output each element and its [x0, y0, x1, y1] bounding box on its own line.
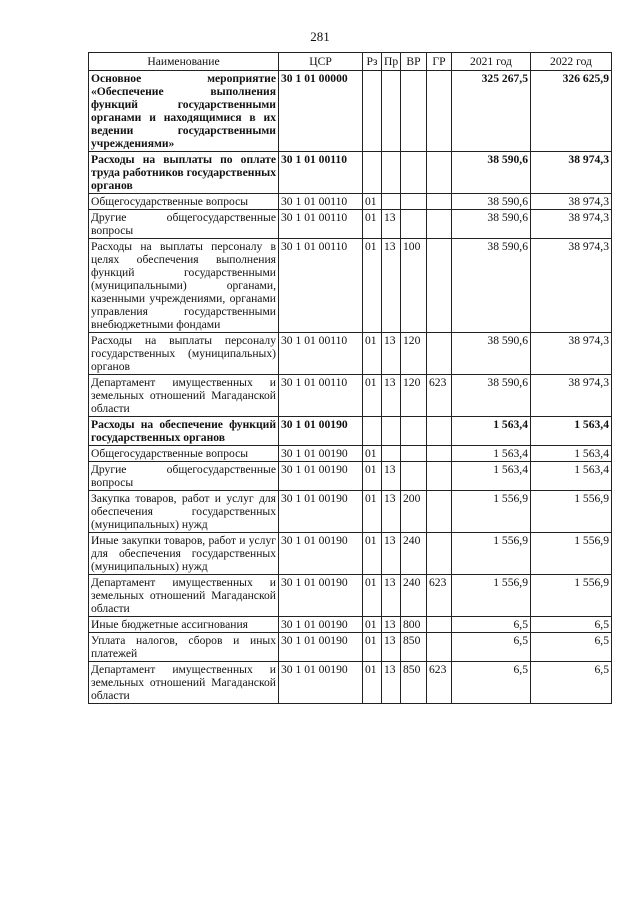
cell-rz: 01: [363, 210, 382, 239]
cell-vr: 120: [401, 375, 427, 417]
table-row: [89, 71, 612, 152]
cell-y2021: 1 563,4: [452, 446, 531, 462]
cell-rz: 01: [363, 462, 382, 491]
cell-y2022: 1 556,9: [531, 533, 612, 575]
cell-csr: 30 1 01 00110: [279, 375, 363, 417]
cell-y2021: 6,5: [452, 617, 531, 633]
cell-vr: 850: [401, 662, 427, 704]
cell-name: Департамент имущественных и земельных отношений Магаданской области: [89, 575, 279, 617]
cell-name: Расходы на обеспечение функций государственных органов: [89, 417, 279, 446]
cell-rz: 01: [363, 375, 382, 417]
cell-vr: 800: [401, 617, 427, 633]
cell-rz: 01: [363, 194, 382, 210]
cell-csr: 30 1 01 00190: [279, 633, 363, 662]
header-2022: 2022 год: [531, 53, 612, 71]
cell-pr: 13: [382, 617, 401, 633]
cell-y2022: 6,5: [531, 662, 612, 704]
cell-csr: 30 1 01 00190: [279, 533, 363, 575]
cell-name: Расходы на выплаты по оплате труда работников государственных органов: [89, 152, 279, 194]
cell-y2021: 38 590,6: [452, 210, 531, 239]
cell-name: Общегосударственные вопросы: [89, 446, 279, 462]
cell-rz: 01: [363, 333, 382, 375]
cell-name: Иные закупки товаров, работ и услуг для обеспечения государственных (муниципальных) нужд: [89, 533, 279, 575]
cell-pr: 13: [382, 333, 401, 375]
cell-pr: 13: [382, 491, 401, 533]
cell-pr: [382, 417, 401, 446]
cell-name: Другие общегосударственные вопросы: [89, 462, 279, 491]
header-gr: ГР: [427, 53, 452, 71]
table-row: [89, 617, 612, 633]
cell-name: Департамент имущественных и земельных отношений Магаданской области: [89, 662, 279, 704]
cell-name: Уплата налогов, сборов и иных платежей: [89, 633, 279, 662]
table-row: [89, 417, 612, 446]
cell-name: Общегосударственные вопросы: [89, 194, 279, 210]
cell-gr: 623: [427, 375, 452, 417]
cell-name: Расходы на выплаты персоналу государственных (муниципальных) органов: [89, 333, 279, 375]
cell-y2022: 38 974,3: [531, 152, 612, 194]
cell-csr: 30 1 01 00110: [279, 152, 363, 194]
cell-csr: 30 1 01 00110: [279, 333, 363, 375]
cell-pr: 13: [382, 633, 401, 662]
cell-csr: 30 1 01 00190: [279, 662, 363, 704]
cell-y2022: 1 563,4: [531, 462, 612, 491]
cell-pr: 13: [382, 575, 401, 617]
cell-gr: 623: [427, 662, 452, 704]
cell-gr: [427, 239, 452, 333]
cell-csr: 30 1 01 00000: [279, 71, 363, 152]
cell-vr: 240: [401, 533, 427, 575]
cell-pr: 13: [382, 239, 401, 333]
cell-pr: 13: [382, 662, 401, 704]
cell-name: Расходы на выплаты персоналу в целях обеспечения выполнения функций государственными (муниципальными) органами, казенными учреждениями, органами управления государственными внебюджетными фондами: [89, 239, 279, 333]
cell-y2022: 38 974,3: [531, 210, 612, 239]
cell-gr: [427, 417, 452, 446]
cell-vr: [401, 152, 427, 194]
cell-y2021: 6,5: [452, 662, 531, 704]
cell-gr: [427, 533, 452, 575]
cell-rz: 01: [363, 617, 382, 633]
cell-name: Основное мероприятие «Обеспечение выполнения функций государственными органами и находящимися в их ведении государственными учреждениями»: [89, 71, 279, 152]
cell-y2022: 38 974,3: [531, 239, 612, 333]
cell-y2021: 1 556,9: [452, 491, 531, 533]
cell-csr: 30 1 01 00190: [279, 617, 363, 633]
header-csr: ЦСР: [279, 53, 363, 71]
cell-y2022: 6,5: [531, 617, 612, 633]
cell-pr: [382, 194, 401, 210]
cell-vr: [401, 462, 427, 491]
cell-vr: [401, 446, 427, 462]
table-row: [89, 662, 612, 704]
cell-y2022: 1 563,4: [531, 446, 612, 462]
table-row: [89, 375, 612, 417]
cell-rz: 01: [363, 446, 382, 462]
cell-rz: 01: [363, 491, 382, 533]
cell-rz: [363, 71, 382, 152]
table-row: [89, 533, 612, 575]
cell-vr: 200: [401, 491, 427, 533]
table-row: [89, 152, 612, 194]
cell-y2021: 38 590,6: [452, 375, 531, 417]
cell-y2021: 1 563,4: [452, 462, 531, 491]
cell-rz: 01: [363, 662, 382, 704]
table-row: [89, 446, 612, 462]
cell-name: Департамент имущественных и земельных отношений Магаданской области: [89, 375, 279, 417]
cell-csr: 30 1 01 00190: [279, 491, 363, 533]
cell-vr: 850: [401, 633, 427, 662]
cell-name: Закупка товаров, работ и услуг для обеспечения государственных (муниципальных) нужд: [89, 491, 279, 533]
header-rz: Рз: [363, 53, 382, 71]
cell-y2021: 325 267,5: [452, 71, 531, 152]
cell-rz: 01: [363, 633, 382, 662]
cell-name: Иные бюджетные ассигнования: [89, 617, 279, 633]
cell-gr: [427, 152, 452, 194]
cell-gr: [427, 633, 452, 662]
cell-y2021: 1 563,4: [452, 417, 531, 446]
table-row: [89, 575, 612, 617]
cell-pr: 13: [382, 462, 401, 491]
table-row: [89, 462, 612, 491]
cell-pr: [382, 152, 401, 194]
cell-csr: 30 1 01 00190: [279, 462, 363, 491]
cell-csr: 30 1 01 00190: [279, 417, 363, 446]
cell-y2022: 6,5: [531, 633, 612, 662]
cell-rz: [363, 152, 382, 194]
cell-y2021: 38 590,6: [452, 152, 531, 194]
budget-table: [88, 52, 612, 704]
header-name: Наименование: [89, 53, 279, 71]
cell-gr: [427, 333, 452, 375]
table-row: [89, 194, 612, 210]
header-2021: 2021 год: [452, 53, 531, 71]
cell-csr: 30 1 01 00190: [279, 446, 363, 462]
cell-y2022: 1 563,4: [531, 417, 612, 446]
cell-csr: 30 1 01 00110: [279, 210, 363, 239]
cell-y2022: 38 974,3: [531, 194, 612, 210]
table-row: [89, 210, 612, 239]
cell-pr: [382, 71, 401, 152]
cell-rz: [363, 417, 382, 446]
cell-gr: [427, 210, 452, 239]
cell-csr: 30 1 01 00110: [279, 239, 363, 333]
table-row: [89, 491, 612, 533]
header-pr: Пр: [382, 53, 401, 71]
cell-gr: [427, 462, 452, 491]
cell-rz: 01: [363, 239, 382, 333]
table-header-row: [89, 53, 612, 71]
cell-pr: [382, 446, 401, 462]
cell-csr: 30 1 01 00110: [279, 194, 363, 210]
cell-rz: 01: [363, 533, 382, 575]
cell-gr: [427, 71, 452, 152]
table-row: [89, 333, 612, 375]
cell-vr: 100: [401, 239, 427, 333]
cell-vr: 240: [401, 575, 427, 617]
cell-vr: 120: [401, 333, 427, 375]
cell-pr: 13: [382, 533, 401, 575]
cell-gr: [427, 194, 452, 210]
cell-vr: [401, 194, 427, 210]
cell-gr: [427, 491, 452, 533]
cell-y2022: 38 974,3: [531, 333, 612, 375]
cell-csr: 30 1 01 00190: [279, 575, 363, 617]
table-row: [89, 633, 612, 662]
cell-vr: [401, 210, 427, 239]
cell-y2021: 1 556,9: [452, 575, 531, 617]
cell-gr: 623: [427, 575, 452, 617]
cell-pr: 13: [382, 210, 401, 239]
table-body: [89, 71, 612, 704]
cell-y2022: 1 556,9: [531, 575, 612, 617]
cell-name: Другие общегосударственные вопросы: [89, 210, 279, 239]
cell-vr: [401, 417, 427, 446]
cell-gr: [427, 446, 452, 462]
cell-y2021: 1 556,9: [452, 533, 531, 575]
cell-y2021: 38 590,6: [452, 194, 531, 210]
cell-rz: 01: [363, 575, 382, 617]
page-number: 281: [310, 29, 330, 44]
table-row: [89, 239, 612, 333]
cell-y2022: 1 556,9: [531, 491, 612, 533]
cell-y2021: 38 590,6: [452, 239, 531, 333]
cell-y2021: 38 590,6: [452, 333, 531, 375]
cell-y2021: 6,5: [452, 633, 531, 662]
cell-gr: [427, 617, 452, 633]
cell-vr: [401, 71, 427, 152]
cell-pr: 13: [382, 375, 401, 417]
header-vr: ВР: [401, 53, 427, 71]
cell-y2022: 326 625,9: [531, 71, 612, 152]
cell-y2022: 38 974,3: [531, 375, 612, 417]
